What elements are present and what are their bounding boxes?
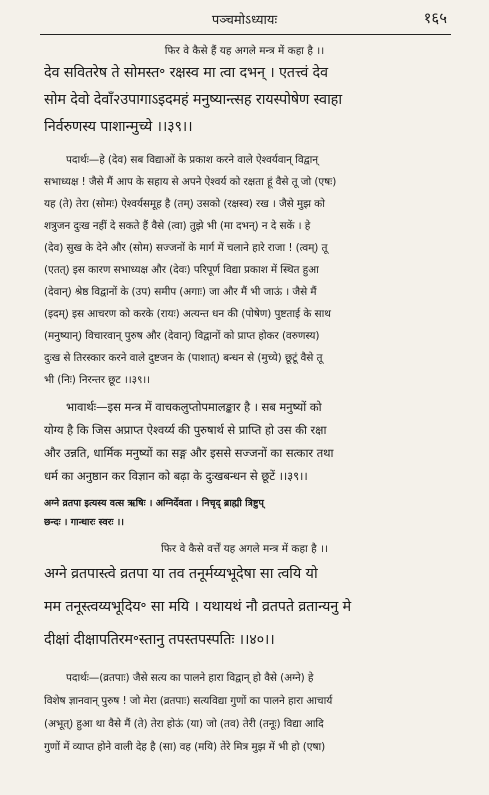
bhavartha-line: योग्य है कि जिस अप्राप्त ऐश्वर्य्य की पुरुषार्थ से प्राप्ति हो उस की रक्षा: [44, 423, 327, 437]
bhavartha-line: भावार्थः—इस मन्त्र में वाचकलुप्तोपमालङ्कार है । सब मनुष्यों को: [66, 400, 322, 414]
padartha-line: पदार्थः—हे (देव) सब विद्याओं के प्रकाश करने वाले ऐश्वर्यवान् विद्वान्: [66, 154, 318, 166]
mantra-line: दीक्षां दीक्षापतिरम॰स्तानु तपस्तपस्पतिः ।।४०।।: [44, 632, 275, 648]
page-header: [0, 8, 489, 32]
padartha-line: दुःख से तिरस्कार करने वाले दुष्टजन के (पाशात्) बन्धन से (मुच्ये) छूटूं वैसे तू: [44, 352, 323, 364]
intro-line: फिर वे कैसे वर्त्तें यह अगले मन्त्र में कहा है ।।: [161, 543, 328, 555]
padartha-line: (अभूत्) हुआ था वैसे मैं (ते) तेरा होऊं (या) जो (तव) तेरी (तनूः) विद्या आदि: [44, 718, 324, 730]
padartha-line: गुणों में व्याप्त होने वाली देह है (सा) वह (मयि) तेरे मित्र मुझ में भी हो (एषा): [44, 741, 326, 753]
mantra-line: अग्ने व्रतपास्त्वे व्रतपा या तव तनूर्मय्यभूदेषा सा त्वयि यो: [44, 566, 318, 582]
padartha-line: (देवान्) श्रेष्ठ विद्वानों के (उप) समीप (अगाः) जा और मैं भी जाऊं । जैसे मैं: [44, 286, 317, 298]
bhavartha-line: धर्म का अनुष्ठान कर विज्ञान को बढ़ा के दुःखबन्धन से छूटें ।।३९।।: [44, 469, 308, 483]
padartha-line: (एतत्) इस कारण सभाध्यक्ष और (देवः) परिपूर्ण विद्या प्रकाश में स्थित हुआ: [44, 264, 319, 276]
padartha-line: यह (ते) तेरा (सोमः) ऐश्वर्यसमूह है (तम्) उसको (रक्षस्व) रख । जैसे मुझ को: [44, 198, 325, 210]
header-rule: [40, 34, 451, 35]
padartha-line: सभाध्यक्ष ! जैसे मैं आप के सहाय से अपने ऐश्वर्य को रक्षता हूं वैसे तू जो (एषः): [44, 176, 337, 188]
padartha-line: शत्रुजन दुःख नहीं दे सकते हैं वैसे (त्वा) तुझे भी (मा दभन्) न दे सकें । हे: [44, 220, 311, 232]
rishi-line: अग्ने व्रतपा इत्यस्य वत्स ऋषिः । अग्निर्देवता । निचृद् ब्राह्मी त्रिष्टुप्: [44, 498, 264, 509]
padartha-line: (मनुष्यान्) विचारवान् पुरुष और (देवान्) विद्वानों को प्राप्त होकर (वरुणस्य): [44, 330, 320, 342]
mantra-line: निर्वरुणस्य पाशान्मुच्ये ।।३९।।: [44, 119, 193, 135]
padartha-line: भी (निः) निरन्तर छूट ।।३९।।: [44, 374, 151, 386]
page-number: १६५: [423, 9, 447, 27]
bhavartha-line: और उन्नति, धार्मिक मनुष्यों का सङ्ग और इससे सज्जनों का सत्कार तथा: [44, 446, 334, 460]
padartha-line: (देव) सुख के देने और (सोम) सज्जनों के मार्ग में चलाने हारे राजा ! (त्वम्) तू: [44, 242, 328, 254]
padartha-line: पदार्थः—(व्रतपाः) जैसे सत्य का पालने हारा विद्वान् हो वैसे (अग्ने) हे: [66, 672, 314, 684]
chapter-title: पञ्चमोऽध्यायः: [211, 13, 278, 28]
padartha-line: (इदम्) इस आचरण को करके (रायः) अत्यन्त धन की (पोषेण) पुष्टताई के साथ: [44, 308, 331, 320]
mantra-line: मम तनूस्त्वय्यभूदिय॰ सा मयि । यथायथं नौ व्रतपते व्रतान्यनु मे: [44, 599, 351, 615]
intro-line: फिर वे कैसे हैं यह अगले मन्त्र में कहा है ।।: [164, 45, 325, 57]
mantra-line: देव सवितरेष ते सोमस्त॰ रक्षस्व मा त्वा दभन् । एतत्त्वं देव: [44, 65, 328, 81]
padartha-line: विशेष ज्ञानवान् पुरुष ! जो मेरा (व्रतपाः) सत्यविद्या गुणों का पालने हारा आचार्य: [44, 695, 333, 707]
rishi-line: छन्दः । गान्धारः स्वरः ।।: [44, 517, 124, 528]
mantra-line: सोम देवो देवाँ२उपागाऽइदमहं मनुष्यान्त्सह रायस्पोषेण स्वाहा: [44, 92, 342, 108]
